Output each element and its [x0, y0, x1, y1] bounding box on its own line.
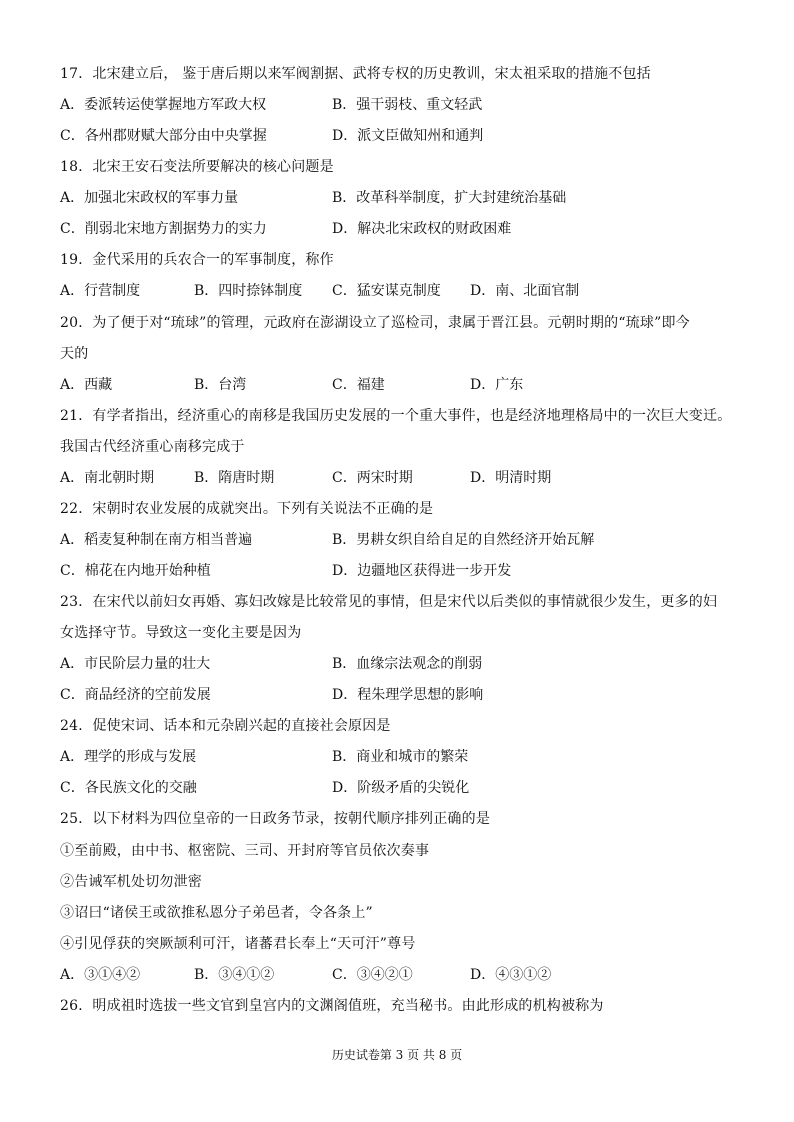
- q24-option-c: C．各民族文化的交融: [60, 780, 197, 796]
- q25-option-b: B．③④①②: [194, 967, 275, 983]
- q22-stem-line-1: 22．宋朝时农业发展的成就突出。下列有关说法不正确的是: [60, 501, 434, 517]
- q25-material-1: ①至前殿，由中书、枢密院、三司、开封府等官员依次奏事: [60, 843, 430, 859]
- q21-option-d: D．明清时期: [470, 470, 552, 486]
- q23-option-a: A．市民阶层力量的壮大: [60, 656, 211, 672]
- q21-option-c: C．两宋时期: [332, 470, 413, 486]
- q17-stem-line-1: 17．北宋建立后， 鉴于唐后期以来军阀割据、武将专权的历史教训，宋太祖采取的措施不包括: [60, 66, 651, 82]
- q19-stem-line-1: 19．金代采用的兵农合一的军事制度，称作: [60, 252, 334, 268]
- q25-material-4: ④引见俘获的突厥颉利可汗，诸蕃君长奉上“天可汗”尊号: [60, 936, 416, 952]
- q24-option-b: B．商业和城市的繁荣: [332, 749, 469, 765]
- q18-option-b: B．改革科举制度，扩大封建统治基础: [332, 190, 567, 206]
- q23-option-d: D．程朱理学思想的影响: [332, 687, 484, 703]
- q20-option-a: A．西藏: [60, 377, 113, 393]
- q19-option-a: A．行营制度: [60, 283, 141, 299]
- q20-option-c: C．福建: [332, 377, 385, 393]
- q22-option-a: A．稻麦复种制在南方相当普遍: [60, 532, 253, 548]
- q19-option-d: D．南、北面官制: [470, 283, 580, 299]
- q20-stem-line-1: 20．为了便于对“琉球”的管理，元政府在澎湖设立了巡检司，隶属于晋江县。元朝时期的“琉球”即今: [60, 315, 690, 331]
- q21-stem-line-1: 21．有学者指出，经济重心的南移是我国历史发展的一个重大事件，也是经济地理格局中的一次巨大变迁。: [60, 408, 732, 424]
- q19-option-b: B．四时捺钵制度: [194, 283, 303, 299]
- q25-option-d: D．④③①②: [470, 967, 552, 983]
- q23-option-b: B．血缘宗法观念的削弱: [332, 656, 483, 672]
- q17-option-a: A．委派转运使掌握地方军政大权: [60, 97, 267, 113]
- q21-option-a: A．南北朝时期: [60, 470, 155, 486]
- q21-stem-line-2: 我国古代经济重心南移完成于: [60, 439, 245, 455]
- q18-stem-line-1: 18．北宋王安石变法所要解决的核心问题是: [60, 159, 334, 175]
- q25-option-a: A．③①④②: [60, 967, 141, 983]
- q17-option-b: B．强干弱枝、重文轻武: [332, 97, 483, 113]
- q20-stem-line-2: 天的: [60, 346, 89, 362]
- q26-stem-line-1: 26．明成祖时选拔一些文官到皇宫内的文渊阁值班，充当秘书。由此形成的机构被称为: [60, 998, 604, 1014]
- q17-option-d: D．派文臣做知州和通判: [332, 128, 484, 144]
- q23-option-c: C．商品经济的空前发展: [60, 687, 211, 703]
- q23-stem-line-2: 女选择守节。导致这一变化主要是因为: [60, 625, 302, 641]
- q25-option-c: C．③④②①: [332, 967, 413, 983]
- q22-option-c: C．棉花在内地开始种植: [60, 563, 211, 579]
- q18-option-a: A．加强北宋政权的军事力量: [60, 190, 239, 206]
- q18-option-c: C．削弱北宋地方割据势力的实力: [60, 221, 267, 237]
- page-footer: 历史试卷第 3 页 共 8 页: [331, 1048, 463, 1062]
- q20-option-b: B．台湾: [194, 377, 247, 393]
- q23-stem-line-1: 23．在宋代以前妇女再婚、寡妇改嫁是比较常见的事情，但是宋代以后类似的事情就很少发生，更多的妇: [60, 594, 718, 610]
- q17-option-c: C．各州郡财赋大部分由中央掌握: [60, 128, 267, 144]
- q22-option-b: B．男耕女织自给自足的自然经济开始瓦解: [332, 532, 595, 548]
- q20-option-d: D．广东: [470, 377, 524, 393]
- q21-option-b: B．隋唐时期: [194, 470, 275, 486]
- q19-option-c: C．猛安谋克制度: [332, 283, 441, 299]
- q24-stem-line-1: 24．促使宋词、话本和元杂剧兴起的直接社会原因是: [60, 718, 391, 734]
- q24-option-a: A．理学的形成与发展: [60, 749, 197, 765]
- q25-stem-line-1: 25．以下材料为四位皇帝的一日政务节录，按朝代顺序排列正确的是: [60, 811, 491, 827]
- q25-material-2: ②告诫军机处切勿泄密: [60, 874, 202, 890]
- q25-material-3: ③诏曰“诸侯王或欲推私恩分子弟邑者，令各条上”: [60, 905, 373, 921]
- q24-option-d: D．阶级矛盾的尖锐化: [332, 780, 470, 796]
- q22-option-d: D．边疆地区获得进一步开发: [332, 563, 512, 579]
- q18-option-d: D．解决北宋政权的财政困难: [332, 221, 512, 237]
